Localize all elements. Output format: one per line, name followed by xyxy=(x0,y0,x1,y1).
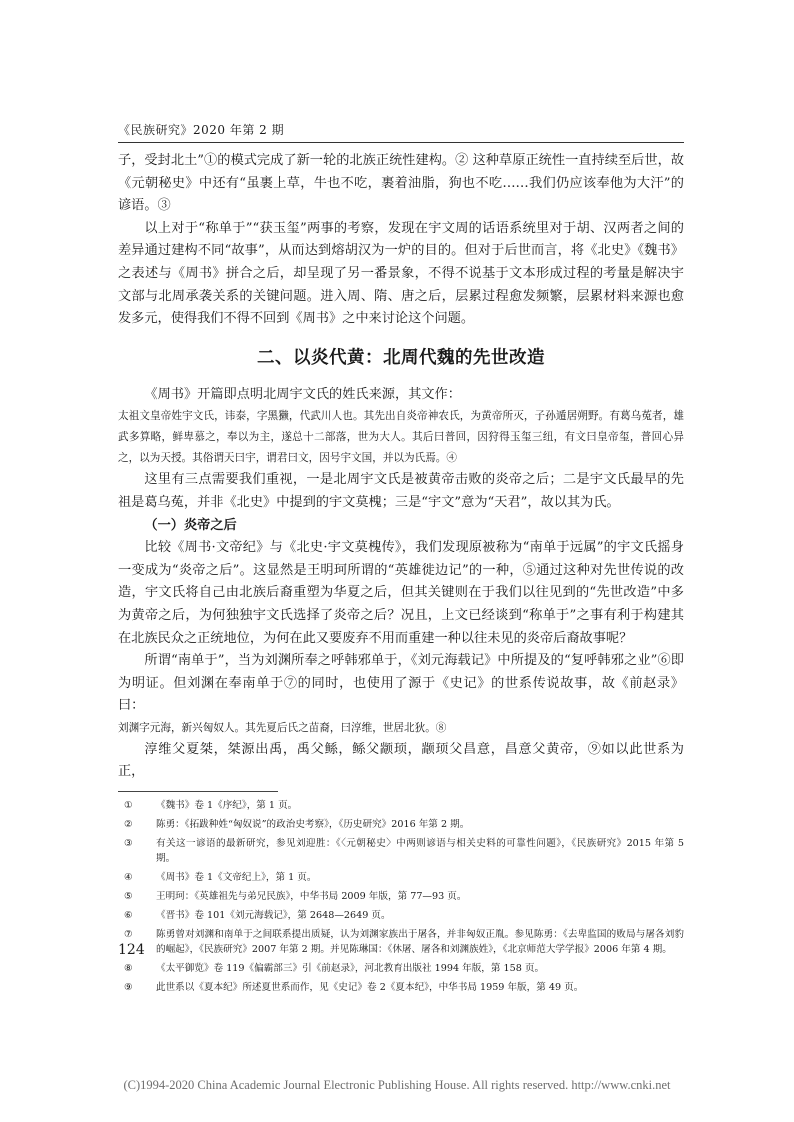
footnote-text: 有关这一谚语的最新研究，参见刘迎胜：《〈元朝秘史〉中两则谚语与相关史料的可靠性问题》，《民族研究》2015 年第 5 期。 xyxy=(156,838,684,864)
footnote-number: ① xyxy=(124,800,133,811)
block-quote-zhoushu: 太祖文皇帝姓宇文氏，讳泰，字黑獭，代武川人也。其先出自炎帝神农氏，为黄帝所灭，子孙遁居朔野。有葛乌菟者，雄武多算略，鲜卑慕之，奉以为主，遂总十二部落，世为大人。其后曰普回，因狩得玉玺三纽，有文曰皇帝玺，普回心异之，以为天授。其俗谓天曰宇，谓君曰文，因号宇文国，并以为氏焉。④ xyxy=(118,410,684,465)
footnote-number: ③ xyxy=(124,838,133,849)
paragraph-2: 以上对于“称单于”“获玉玺”两事的考察，发现在宇文周的话语系统里对于胡、汉两者之间的差异通过建构不同“故事”，从而达到熔胡汉为一炉的目的。但对于后世而言，将《北史》《魏书》之表述与《周书》拼合之后，却呈现了另一番景象，不得不说基于文本形成过程的考量是解决宇文部与北周承袭关系的关键问题。进入周、隋、唐之后，层累过程愈发频繁，层累材料来源也愈发多元，使得我们不得不回到《周书》之中来讨论这个问题。 xyxy=(118,220,684,327)
footnote-text: 《太平御览》卷 119《偏霸部三》引《前赵录》，河北教育出版社 1994 年版，第 158 页。 xyxy=(156,963,545,974)
footnote-text: 《晋书》卷 101《刘元海载记》，第 2648—2649 页。 xyxy=(156,910,391,921)
footnote-number: ④ xyxy=(124,872,133,883)
footnote-text: 陈勇：《拓跋种姓“匈奴说”的政治史考察》，《历史研究》2016 年第 2 期。 xyxy=(156,819,470,830)
paragraph-6: 所谓“南单于”，当为刘渊所奉之呼韩邪单于，《刘元海载记》中所提及的“复呼韩邪之业”⑥即为明证。但刘渊在奉南单于⑦的同时，也使用了源于《史记》的世系传说故事，故《前赵录》曰： xyxy=(118,653,684,714)
footnote-text: 《魏书》卷 1《序纪》，第 1 页。 xyxy=(156,800,298,811)
footnote-number: ⑤ xyxy=(124,891,133,902)
footnote-text: 王明珂：《英雄祖先与弟兄民族》，中华书局 2009 年版，第 77—93 页。 xyxy=(156,891,467,902)
footnote xyxy=(118,817,684,832)
footnote xyxy=(118,798,684,813)
footnote-text: 《周书》卷 1《文帝纪上》，第 1 页。 xyxy=(156,872,317,883)
block-quote-qianzhaolu: 刘渊字元海，新兴匈奴人。其先夏后氏之苗裔，曰淳维，世居北狄。⑧ xyxy=(118,721,447,734)
footnote xyxy=(118,870,684,885)
section-title: 二、以炎代黄：北周代魏的先世改造 xyxy=(257,347,545,368)
page-number: 124 xyxy=(118,942,145,958)
copyright-footer: (C)1994-2020 China Academic Journal Electronic Publishing House. All rights reserved. http://www.cnki.net xyxy=(123,1078,671,1092)
paragraph-5: 比较《周书·文帝纪》与《北史·宇文莫槐传》，我们发现原被称为“南单于远属”的宇文氏摇身一变成为“炎帝之后”。这显然是王明珂所谓的“英雄徙边记”的一种，⑤通过这种对先世传说的改造，宇文氏将自己由北族后裔重塑为华夏之后，但其关键则在于我们以往见到的“先世改造”中多为黄帝之后，为何独独宇文氏选择了炎帝之后？况且，上文已经谈到“称单于”之事有利于构建其在北族民众之正统地位，为何在此又要废弃不用而重建一种以往未见的炎帝后裔故事呢？ xyxy=(118,540,684,646)
footnote xyxy=(118,836,684,866)
footnotes xyxy=(118,798,684,999)
paragraph-3: 《周书》开篇即点明北周宇文氏的姓氏来源，其文作： xyxy=(144,386,461,402)
footnote-number: ⑨ xyxy=(124,982,133,993)
footnote xyxy=(118,908,684,923)
footnote-text: 陈勇曾对刘渊和南单于之间联系提出质疑，认为刘渊家族出于屠各，并非匈奴正胤。参见陈勇：《去卑监国的败局与屠各刘豹的崛起》，《民族研究》2007 年第 2 期。并见陈琳国：《休屠、屠各和刘渊族姓》，《北京师范大学学报》2006 年第 4 期。 xyxy=(156,929,684,955)
footnote-number: ⑧ xyxy=(124,963,133,974)
footnote xyxy=(118,889,684,904)
footnote-number: ⑦ xyxy=(124,929,133,940)
paragraph-7: 淳维父夏桀，桀源出禹，禹父鲧，鲧父颛顼，颛顼父昌意，昌意父黄帝，⑨如以此世系为正， xyxy=(118,741,684,780)
subsection-title: （一）炎帝之后 xyxy=(144,517,237,533)
journal-header: 《民族研究》2020 年第 2 期 xyxy=(118,123,285,137)
article-body xyxy=(118,150,684,784)
footnote-rule xyxy=(118,791,278,792)
footnote xyxy=(118,961,684,976)
paragraph-4: 这里有三点需要我们重视，一是北周宇文氏是被黄帝击败的炎帝之后；二是宇文氏最早的先祖是葛乌菟，并非《北史》中提到的宇文莫槐；三是“宇文”意为“天君”，故以其为氏。 xyxy=(118,472,684,510)
footnote xyxy=(118,980,684,995)
footnote-number: ② xyxy=(124,819,133,830)
footnote-number: ⑥ xyxy=(124,910,133,921)
footnote-text: 此世系以《夏本纪》所述夏世系而作，见《史记》卷 2《夏本纪》，中华书局 1959 年版，第 49 页。 xyxy=(156,982,584,993)
header-rule xyxy=(118,142,684,143)
footnote xyxy=(118,927,684,957)
paragraph-1: 子，受封北土”①的模式完成了新一轮的北族正统性建构。② 这种草原正统性一直持续至后世，故《元朝秘史》中还有“虽裹上草，牛也不吃，裹着油脂，狗也不吃……我们仍应该奉他为大汗”的谚语。③ xyxy=(118,153,684,214)
